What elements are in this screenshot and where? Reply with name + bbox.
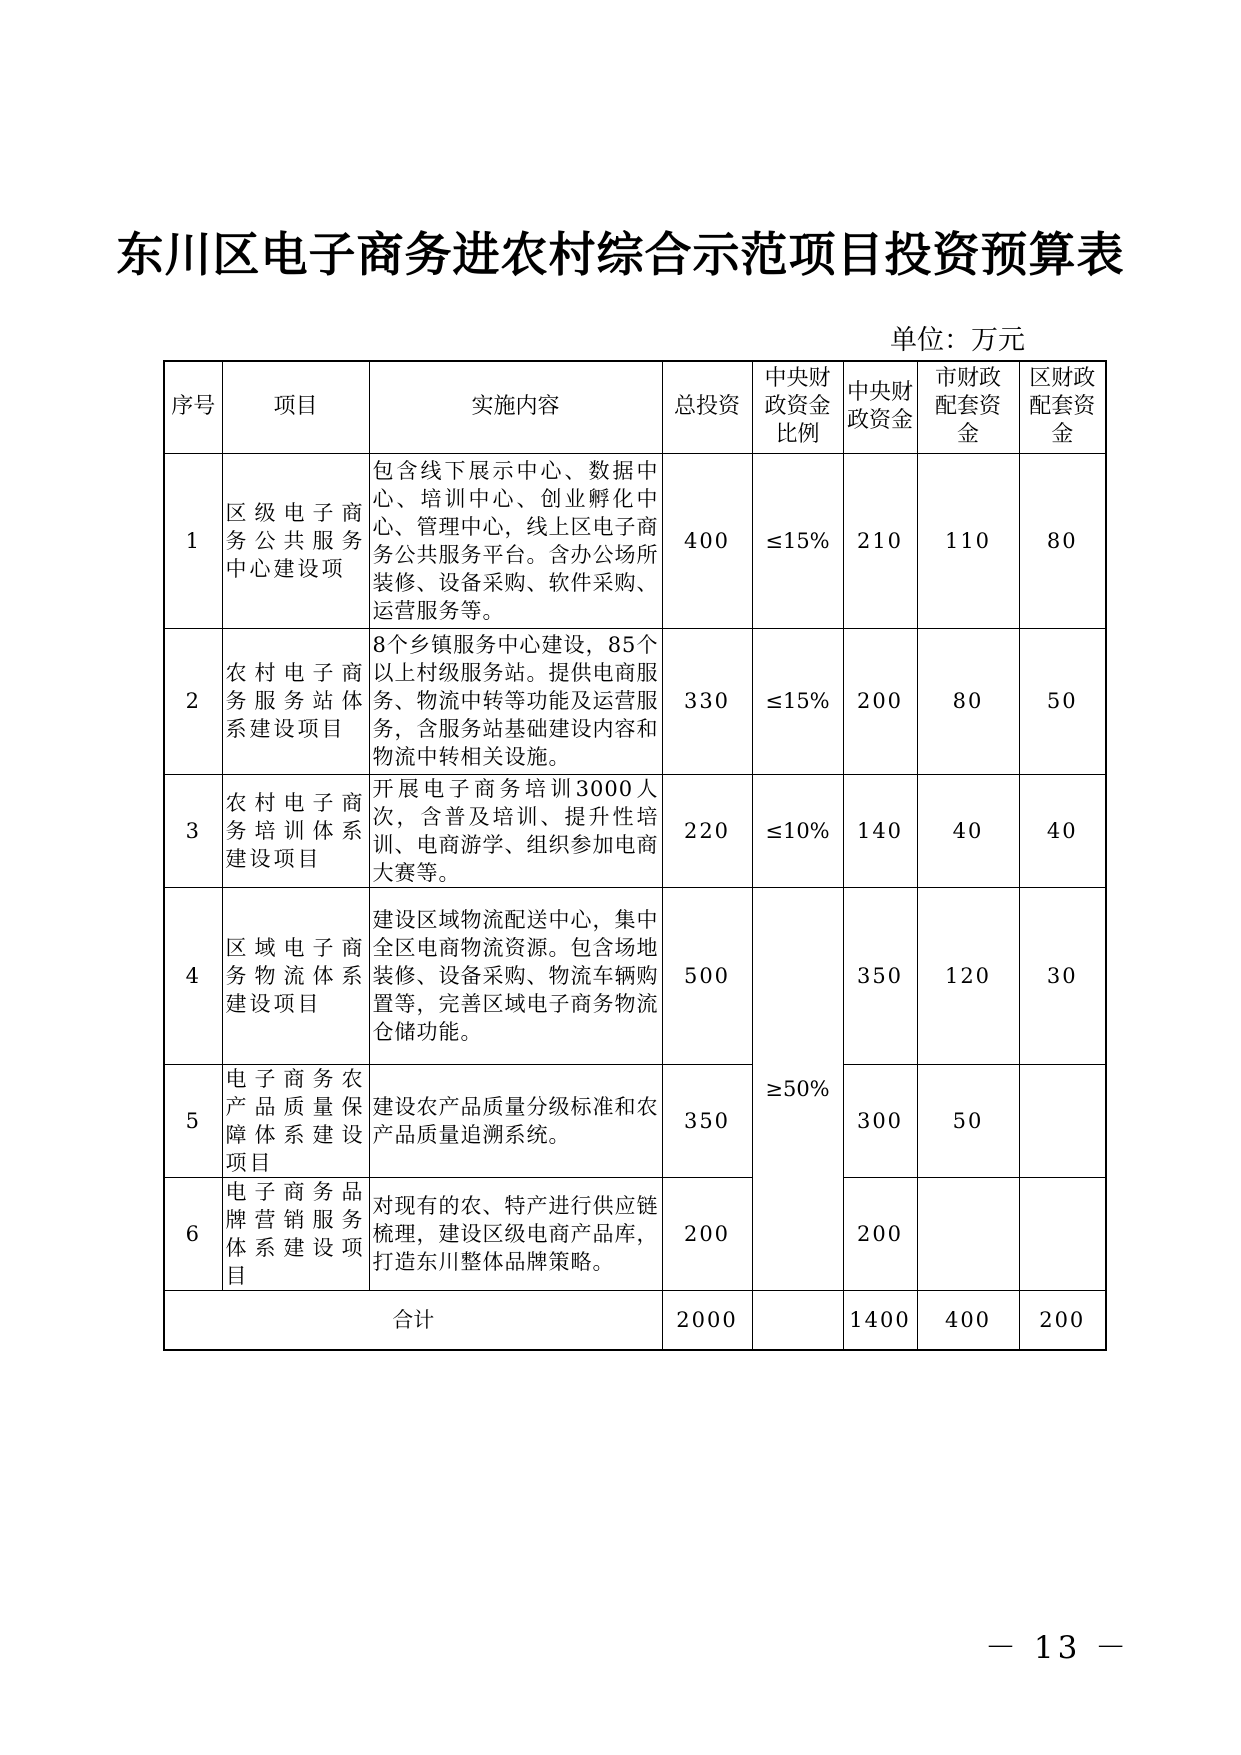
header-cell: 区财政配套资金 (1019, 361, 1106, 453)
header-row (164, 361, 1106, 453)
row-number: 3 (164, 774, 222, 887)
project-name: 电子商务农产品质量保障体系建设项目 (222, 1064, 369, 1177)
district-fund (1019, 1177, 1106, 1290)
page-number: － 13 － (985, 1630, 1131, 1666)
project-name: 区域电子商务物流体系建设项目 (222, 887, 369, 1064)
project-name: 农村电子商务培训体系建设项目 (222, 774, 369, 887)
city-fund: 110 (917, 453, 1019, 628)
project-content: 建设区域物流配送中心，集中全区电商物流资源。包含场地装修、设备采购、物流车辆购置等，完善区域电子商务物流仓储功能。 (369, 887, 662, 1064)
table-row (164, 453, 1106, 628)
central-ratio: ≥50% (752, 887, 843, 1290)
total-investment: 2000 (662, 1290, 752, 1350)
central-ratio: ≤15% (752, 628, 843, 774)
central-ratio: ≤10% (752, 774, 843, 887)
header-cell: 实施内容 (369, 361, 662, 453)
page-title: 东川区电子商务进农村综合示范项目投资预算表 (116, 228, 1125, 283)
table-row (164, 774, 1106, 887)
central-ratio (752, 1290, 843, 1350)
header-cell: 项目 (222, 361, 369, 453)
central-fund: 200 (843, 1177, 917, 1290)
budget-table (163, 360, 1107, 1351)
header-cell: 总投资 (662, 361, 752, 453)
central-fund: 1400 (843, 1290, 917, 1350)
unit-label: 单位：万元 (890, 325, 1025, 356)
city-fund: 400 (917, 1290, 1019, 1350)
row-number: 2 (164, 628, 222, 774)
header-cell: 序号 (164, 361, 222, 453)
total-label: 合计 (164, 1290, 662, 1350)
project-name: 电子商务品牌营销服务体系建设项目 (222, 1177, 369, 1290)
city-fund: 50 (917, 1064, 1019, 1177)
district-fund: 200 (1019, 1290, 1106, 1350)
total-investment: 500 (662, 887, 752, 1064)
district-fund: 30 (1019, 887, 1106, 1064)
project-content: 开展电子商务培训3000人次，含普及培训、提升性培训、电商游学、组织参加电商大赛等。 (369, 774, 662, 887)
row-number: 4 (164, 887, 222, 1064)
table-row (164, 887, 1106, 1064)
central-ratio: ≤15% (752, 453, 843, 628)
table-row (164, 1064, 1106, 1177)
header-cell: 市财政配套资金 (917, 361, 1019, 453)
project-content: 8个乡镇服务中心建设，85个以上村级服务站。提供电商服务、物流中转等功能及运营服务，含服务站基础建设内容和物流中转相关设施。 (369, 628, 662, 774)
total-investment: 200 (662, 1177, 752, 1290)
table-row (164, 1177, 1106, 1290)
project-name: 农村电子商务服务站体系建设项目 (222, 628, 369, 774)
city-fund: 40 (917, 774, 1019, 887)
project-content: 包含线下展示中心、数据中心、培训中心、创业孵化中心、管理中心，线上区电子商务公共服务平台。含办公场所装修、设备采购、软件采购、运营服务等。 (369, 453, 662, 628)
central-fund: 350 (843, 887, 917, 1064)
header-cell: 中央财政资金比例 (752, 361, 843, 453)
table-row (164, 628, 1106, 774)
row-number: 5 (164, 1064, 222, 1177)
district-fund: 40 (1019, 774, 1106, 887)
row-number: 1 (164, 453, 222, 628)
city-fund: 120 (917, 887, 1019, 1064)
district-fund: 80 (1019, 453, 1106, 628)
total-investment: 220 (662, 774, 752, 887)
total-investment: 350 (662, 1064, 752, 1177)
central-fund: 200 (843, 628, 917, 774)
central-fund: 140 (843, 774, 917, 887)
central-fund: 300 (843, 1064, 917, 1177)
district-fund (1019, 1064, 1106, 1177)
city-fund (917, 1177, 1019, 1290)
project-name: 区级电子商务公共服务中心建设项 (222, 453, 369, 628)
total-investment: 330 (662, 628, 752, 774)
project-content: 建设农产品质量分级标准和农产品质量追溯系统。 (369, 1064, 662, 1177)
row-number: 6 (164, 1177, 222, 1290)
total-investment: 400 (662, 453, 752, 628)
city-fund: 80 (917, 628, 1019, 774)
header-cell: 中央财政资金 (843, 361, 917, 453)
central-fund: 210 (843, 453, 917, 628)
project-content: 对现有的农、特产进行供应链梳理，建设区级电商产品库，打造东川整体品牌策略。 (369, 1177, 662, 1290)
district-fund: 50 (1019, 628, 1106, 774)
total-row (164, 1290, 1106, 1350)
